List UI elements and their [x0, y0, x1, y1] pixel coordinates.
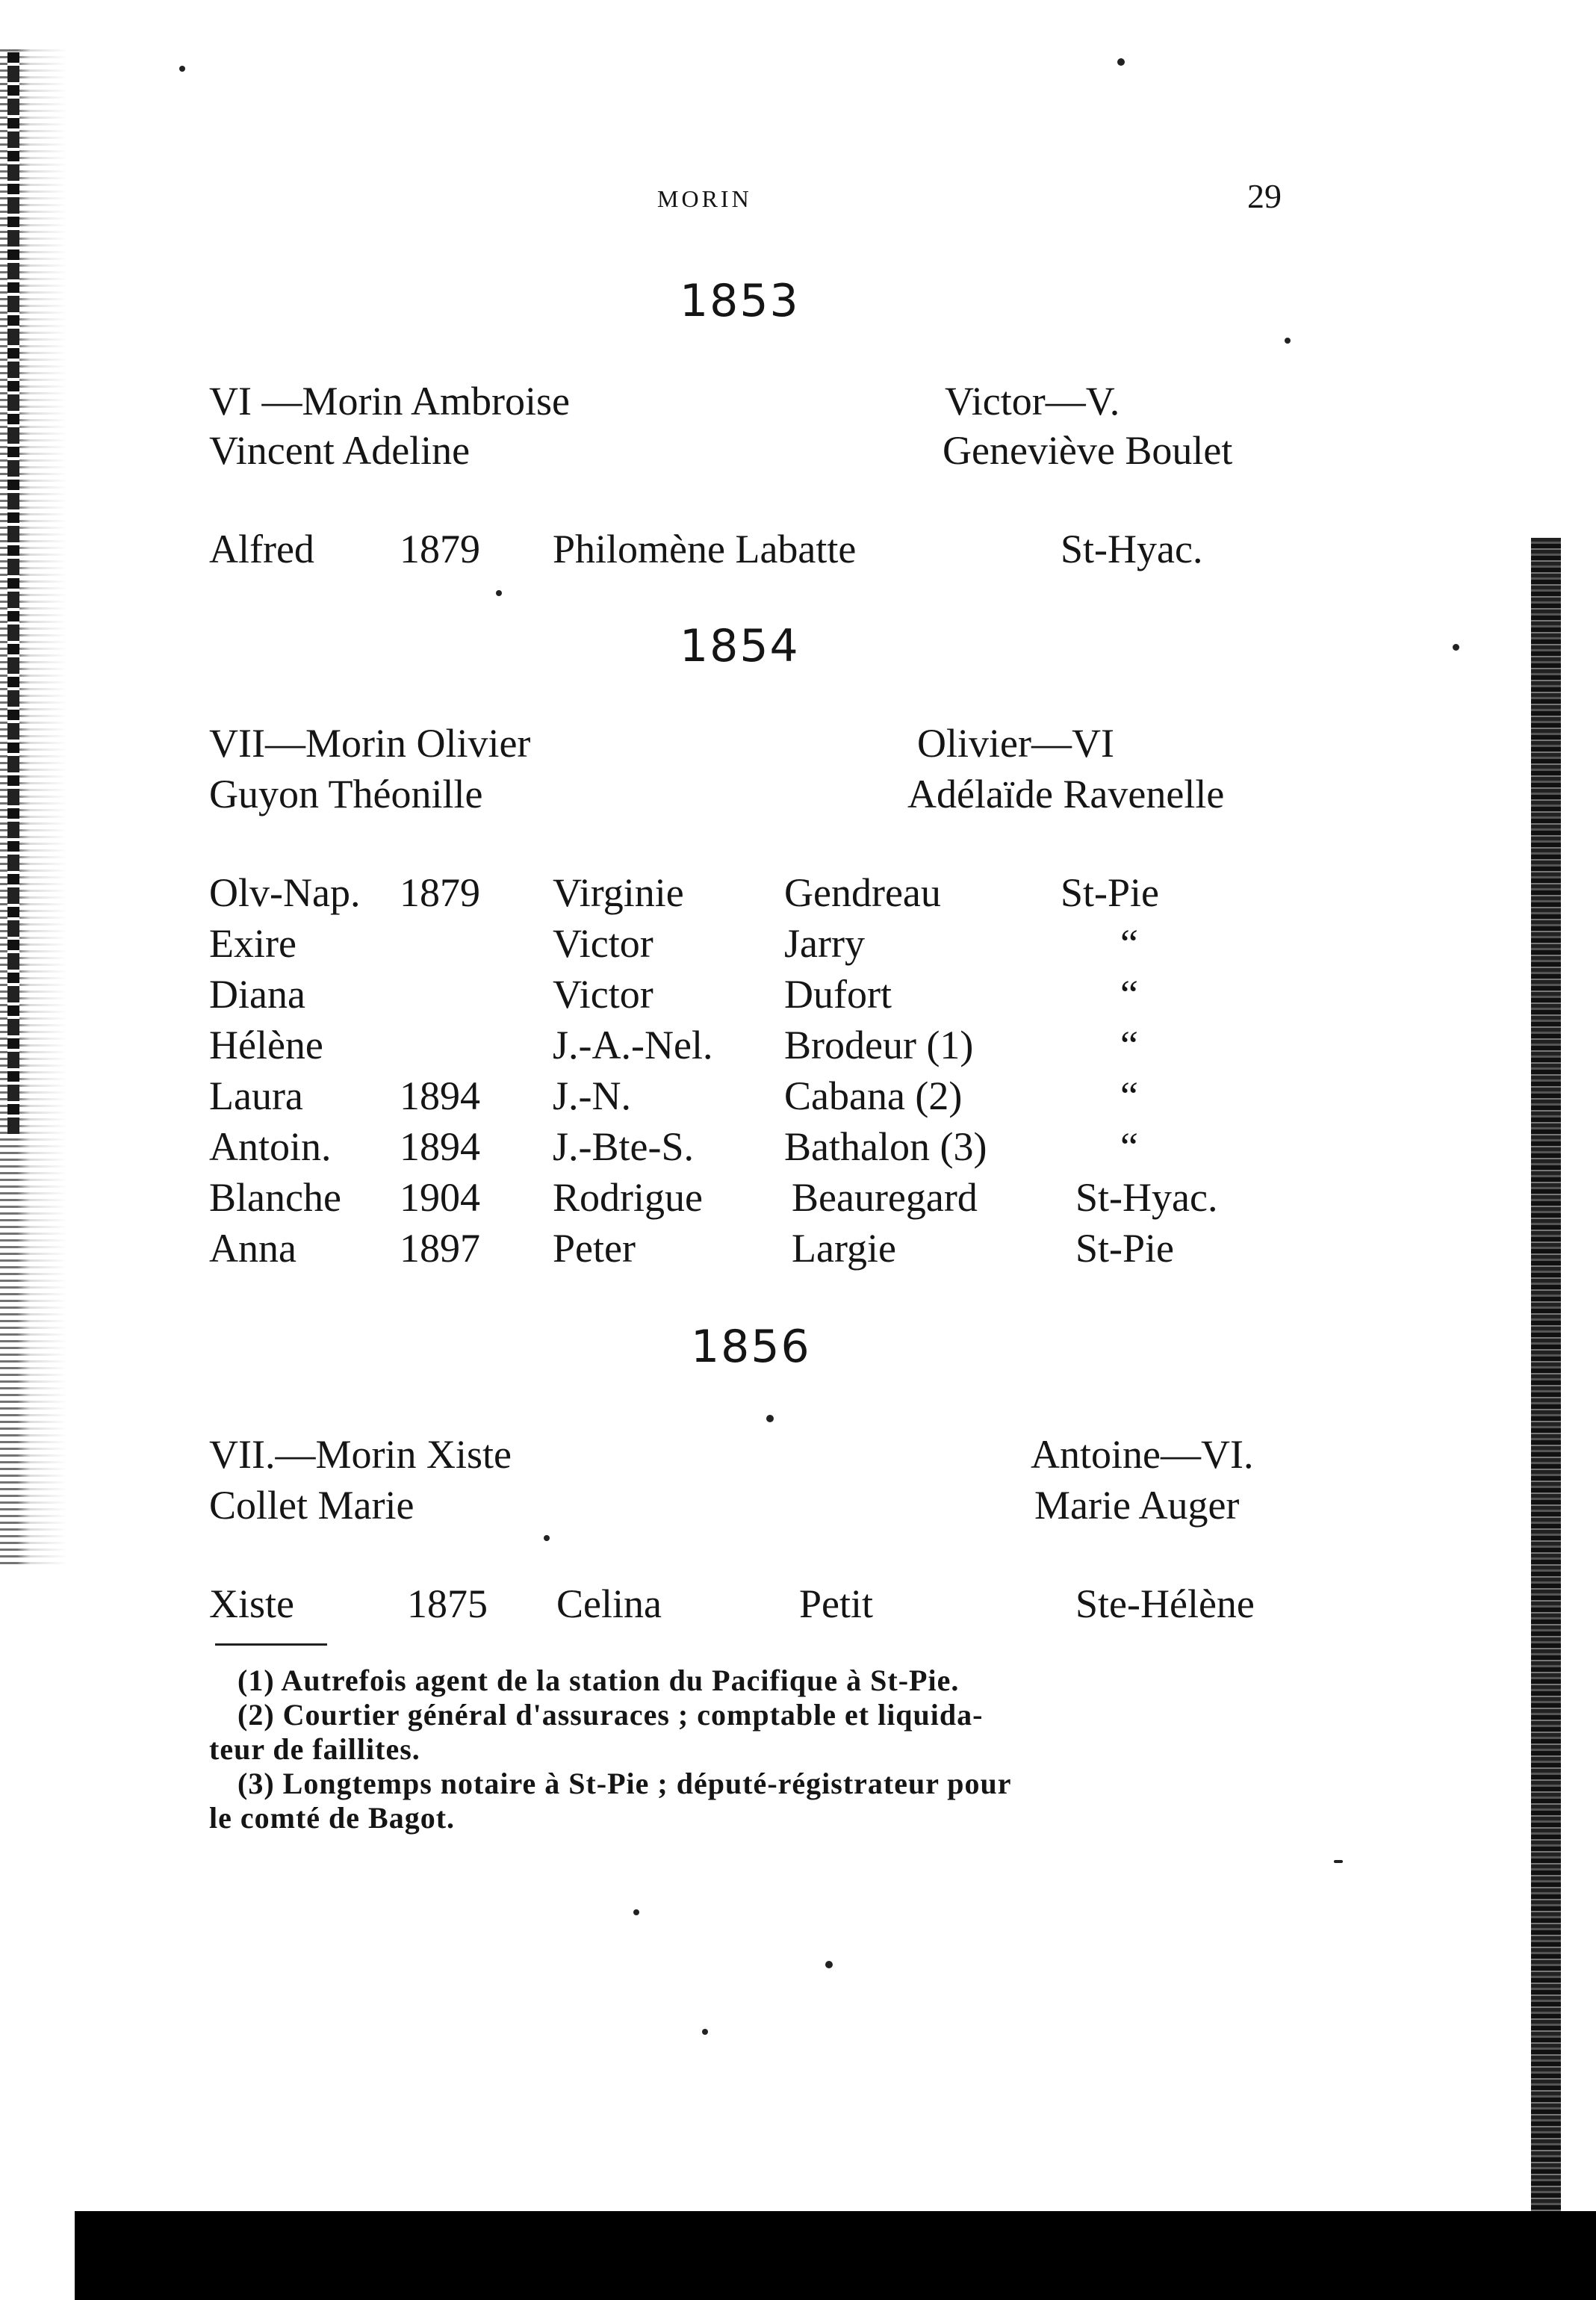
- footnote-1: (1) Autrefois agent de la station du Pacifique à St-Pie.: [237, 1664, 960, 1697]
- wife-name: Guyon Théonille: [209, 772, 483, 816]
- page-edge-right: [1531, 538, 1561, 2271]
- child-name: Xiste: [209, 1581, 294, 1626]
- child-place: “: [1120, 1124, 1138, 1169]
- child-spouse-last: Cabana (2): [784, 1073, 963, 1118]
- scan-speck: [544, 1535, 550, 1541]
- child-spouse-first: Victor: [553, 972, 653, 1017]
- wife-mother: Marie Auger: [1034, 1483, 1240, 1528]
- scan-speck: [702, 2029, 708, 2035]
- child-spouse-first: J.-A.-Nel.: [553, 1023, 713, 1067]
- footnote-rule: [215, 1643, 327, 1646]
- child-marriage-year: 1875: [407, 1581, 488, 1626]
- husband-father: Victor—V.: [945, 379, 1120, 424]
- scan-speck: [1285, 338, 1291, 344]
- page-number: 29: [1247, 177, 1282, 215]
- child-marriage-year: 1879: [400, 870, 480, 915]
- child-spouse-first: J.-N.: [553, 1073, 631, 1118]
- section-year: 1853: [680, 275, 800, 327]
- husband-father: Antoine—VI.: [1031, 1432, 1254, 1477]
- husband-father: Olivier—VI: [917, 721, 1114, 766]
- child-name: Anna: [209, 1226, 296, 1271]
- child-place: “: [1120, 972, 1138, 1017]
- footnote-2-line-1: (2) Courtier général d'assuraces ; comptable et liquida-: [237, 1698, 984, 1732]
- child-marriage-year: 1904: [400, 1175, 480, 1220]
- section-year: 1854: [680, 620, 800, 672]
- footnote-3-line-2: le comté de Bagot.: [209, 1801, 456, 1835]
- child-place: St-Hyac.: [1075, 1175, 1218, 1220]
- child-place: “: [1120, 1023, 1138, 1067]
- child-place: Ste-Hélène: [1075, 1581, 1255, 1626]
- scan-border-bottom: [75, 2211, 1596, 2300]
- scan-speck: [633, 1909, 639, 1915]
- husband-name: VII—Morin Olivier: [209, 721, 531, 766]
- wife-mother: Adélaïde Ravenelle: [907, 772, 1225, 816]
- scan-speck: [179, 66, 185, 72]
- child-spouse-first: J.-Bte-S.: [553, 1124, 694, 1169]
- child-name: Diana: [209, 972, 305, 1017]
- wife-mother: Geneviève Boulet: [943, 428, 1233, 473]
- scan-speck: [1117, 58, 1125, 66]
- child-name: Laura: [209, 1073, 303, 1118]
- husband-name: VI —Morin Ambroise: [209, 379, 570, 424]
- child-name: Alfred: [209, 527, 314, 571]
- child-spouse-first: Celina: [556, 1581, 662, 1626]
- child-spouse-last: Dufort: [784, 972, 892, 1017]
- child-spouse-first: Virginie: [553, 870, 684, 915]
- child-spouse-last: Beauregard: [792, 1175, 978, 1220]
- child-marriage-year: 1897: [400, 1226, 480, 1271]
- footnote-2-line-2: teur de faillites.: [209, 1732, 420, 1766]
- child-spouse-last: Jarry: [784, 921, 865, 966]
- wife-name: Collet Marie: [209, 1483, 414, 1528]
- scan-speck: [825, 1961, 833, 1968]
- child-name: Hélène: [209, 1023, 323, 1067]
- scan-speck: [496, 590, 502, 596]
- section-year: 1856: [691, 1321, 811, 1373]
- child-spouse-last: Largie: [792, 1226, 896, 1271]
- child-marriage-year: 1894: [400, 1073, 480, 1118]
- child-spouse-first: Victor: [553, 921, 653, 966]
- child-place: St-Pie: [1075, 1226, 1175, 1271]
- husband-name: VII.—Morin Xiste: [209, 1432, 512, 1477]
- child-place: “: [1120, 921, 1138, 966]
- child-marriage-year: 1894: [400, 1124, 480, 1169]
- child-spouse-first: Rodrigue: [553, 1175, 703, 1220]
- child-name: Olv-Nap.: [209, 870, 361, 915]
- binding-edge-left: [7, 52, 19, 1135]
- child-spouse-last: Bathalon (3): [784, 1124, 987, 1169]
- scan-speck: [1334, 1860, 1343, 1863]
- wife-name: Vincent Adeline: [209, 428, 471, 473]
- child-place: “: [1120, 1073, 1138, 1118]
- child-place: St-Pie: [1061, 870, 1160, 915]
- child-spouse-last: Petit: [799, 1581, 874, 1626]
- child-place: St-Hyac.: [1061, 527, 1203, 571]
- child-name: Exire: [209, 921, 296, 966]
- child-spouse: Philomène Labatte: [553, 527, 857, 571]
- child-marriage-year: 1879: [400, 527, 480, 571]
- child-name: Antoin.: [209, 1124, 332, 1169]
- scan-speck: [766, 1415, 774, 1422]
- child-spouse-last: Brodeur (1): [784, 1023, 974, 1067]
- footnote-3-line-1: (3) Longtemps notaire à St-Pie ; député-régistrateur pour: [237, 1767, 1012, 1800]
- child-name: Blanche: [209, 1175, 341, 1220]
- scan-speck: [1453, 644, 1459, 651]
- running-head: MORIN: [657, 185, 752, 212]
- child-spouse-last: Gendreau: [784, 870, 941, 915]
- child-spouse-first: Peter: [553, 1226, 636, 1271]
